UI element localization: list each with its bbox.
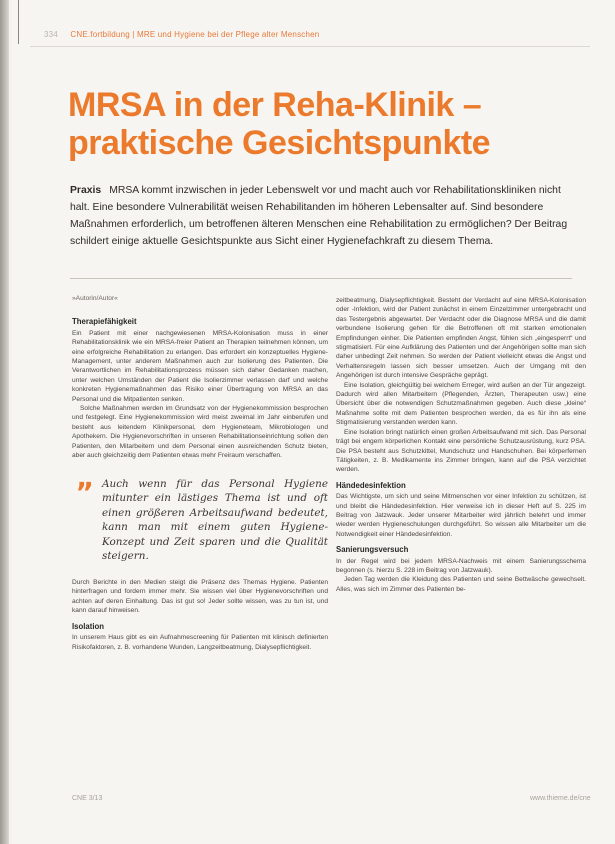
subheading-haendedesinfektion: Händedesinfektion [336,480,406,490]
body-paragraph: Eine Isolation, gleichgültig bei welchem Erreger, wird außen an der Tür angezeigt. Dadurch wird allen Mitarbeitern (Pflegenden, Ärzten, Therapeuten usw.) eine Übersicht über die notwendigen Schutzmaßnahmen gegeben. Auch diese „kleine“ Maßnahme sollte mit dem Patienten besprochen werden, da es für ihn als eine Stigmatisierung verstanden werden kann. [336,381,586,427]
column-left [72,288,328,652]
lead-paragraph [70,182,575,250]
body-paragraph: zeitbeatmung, Dialysepflichtigkeit. Besteht der Verdacht auf eine MRSA-Kolonisation oder -Infektion, wird der Patient zunächst in einem Einzelzimmer untergebracht und das Testergebnis abgewartet. Der Verdacht oder die Diagnose MRSA und die damit verbundene Isolierung gehen für die Betroffenen oft mit starken emotionalen Empfindungen einher. Die Patienten empfinden Angst, fühlen sich „eingesperrt“ und stigmatisiert. Für eine Aufklärung des Patienten und der Angehörigen sollte man sich daher unbedingt Zeit nehmen. So werden der Patient vielleicht etwas die Angst und Verhaltensregeln lassen sich besser umsetzen. Auch der Umgang mit den Angehörigen ist durch intensive Gespräche geprägt. [336,297,586,380]
scan-edge [0,0,9,844]
body-paragraph: Das Wichtigste, um sich und seine Mitmenschen vor einer Infektion zu schützen, ist und bleibt die Händedesinfektion. Hier verweise ich in dieser Heft auf S. 225 im Beitrag von Jatzwauk. Jeder unserer Mitarbeiter wird jährlich belehrt und immer wieder werden Hygieneschulungen durchgeführt. So wissen alle Mitarbeiter um die Notwendigkeit einer Händedesinfektion. [336,493,586,538]
section-label: CNE.fortbildung | MRE und Hygiene bei der Pflege alter Menschen [70,30,320,39]
page-number: 334 [44,30,58,39]
article-title [68,86,568,162]
subheading-therapiefaehigkeit: Therapiefähigkeit [72,317,137,327]
title-line-1: MRSA in der Reha-Klinik – [68,86,482,124]
running-header [44,30,319,39]
body-paragraph: Jeden Tag werden die Kleidung des Patienten und seine Bettwäsche gewechselt. Alles, was sich im Zimmer des Patienten be- [336,576,586,593]
body-paragraph: In der Regel wird bei jedem MRSA-Nachweis mit einem Sanierungsschema begonnen (s. hierzu S. 228 im Beitrag von Jatzwauk). [336,557,586,574]
pull-quote [72,460,328,565]
lead-keyword: Praxis [70,185,102,196]
footer-issue: CNE 3/13 [72,795,103,802]
body-paragraph: Solche Maßnahmen werden im Grundsatz von der Hygienekommission besprochen und festgelegt. Eine Hygienekommission wird meist zweimal im Jahr einberufen und besteht aus leitendem Klinikpersonal, dem Hygieneteam, Mikrobiologen und Apothekern. Die Hygienevorschriften in unseren Rehabilitationseinrichtung sollen den Patienten, den Mitarbeitern und dem Personal einen ausreichenden Schutz bieten, aber auch gleichzeitig dem Patienten etwas mehr Freiraum verschaffen. [72,405,328,460]
body-paragraph: In unserem Haus gibt es ein Aufnahmescreening für Patienten mit klinisch definierten Risikofaktoren, z. B. vorhandene Wunden, Langzeitbeatmung, Dialysepflichtigkeit. [72,634,328,651]
lead-divider [70,278,572,279]
column-right [336,296,586,594]
subheading-isolation: Isolation [72,621,105,631]
body-paragraph: Ein Patient mit einer nachgewiesenen MRSA-Kolonisation muss in einer Rehabilitationsklinik wie ein MRSA-freier Patient an Therapien teilnehmen können, um eine erfolgreiche Rehabilitation zu erlangen. Das erfordert ein konzeptuelles Hygiene-Management, unter anderem Maßnahmen auch zur Isolierung des Patienten. Die Verantwortlichen im Rehabilitationsprozess müssen sich daher Gedanken machen, unter welchen Umständen der Patient die Isolierzimmer verlassen darf und welche konkreten Hygienemaßnahmen das Risiko einer Übertragung von MRSA an das Personal und die Mitpatienten senken. [72,329,328,403]
header-divider [30,46,590,47]
pull-quote-text: Auch wenn für das Personal Hygiene mitunter ein lästiges Thema ist und oft einen größeren Arbeitsaufwand bedeutet, kann man mit einem guten Hygiene-Konzept und Zeit sparen und die Qualität steigern. [102,477,328,563]
author-line: »Autorin/Autor« [72,295,118,302]
footer-url: www.thieme.de/cne [530,795,591,802]
lead-text: MRSA kommt inzwischen in jeder Lebenswelt vor und macht auch vor Rehabilitationskliniken nicht halt. Eine besondere Vulnerabilität weisen Rehabilitanden im höheren Lebensalter auf. Sind besondere Maßnahmen erforderlich, um betroffenen älteren Menschen eine Rehabilitation zu ermöglichen? Der Beitrag schildert einige aktuelle Gesichtspunkte aus Sicht einer Hygienefachkraft zu diesem Thema. [70,185,568,247]
header-rule-vertical [18,0,19,44]
subheading-sanierungsversuch: Sanierungsversuch [336,545,409,555]
body-paragraph: Eine Isolation bringt natürlich einen großen Arbeitsaufwand mit sich. Das Personal trägt bei engem körperlichen Kontakt eine persönliche Schutzausrüstung, kurz PSA. Die PSA besteht aus Schutzkittel, Mundschutz und Handschuhen. Bei körperfernen Tätigkeiten, z. B. Medikamente ins Zimmer bringen, kann auf die PSA verzichtet werden. [336,428,586,474]
quote-mark-icon: „ [76,460,95,494]
title-line-2: praktische Gesichtspunkte [68,124,491,162]
body-paragraph: Durch Berichte in den Medien steigt die Präsenz des Themas Hygiene. Patienten hinterfragen und fordern immer mehr. Sie wissen viel über Hygienevorschriften und achten auf deren Einhaltung. Das ist gut so! Jeder sollte wissen, was zu tun ist, und kann darauf hinweisen. [72,579,328,615]
